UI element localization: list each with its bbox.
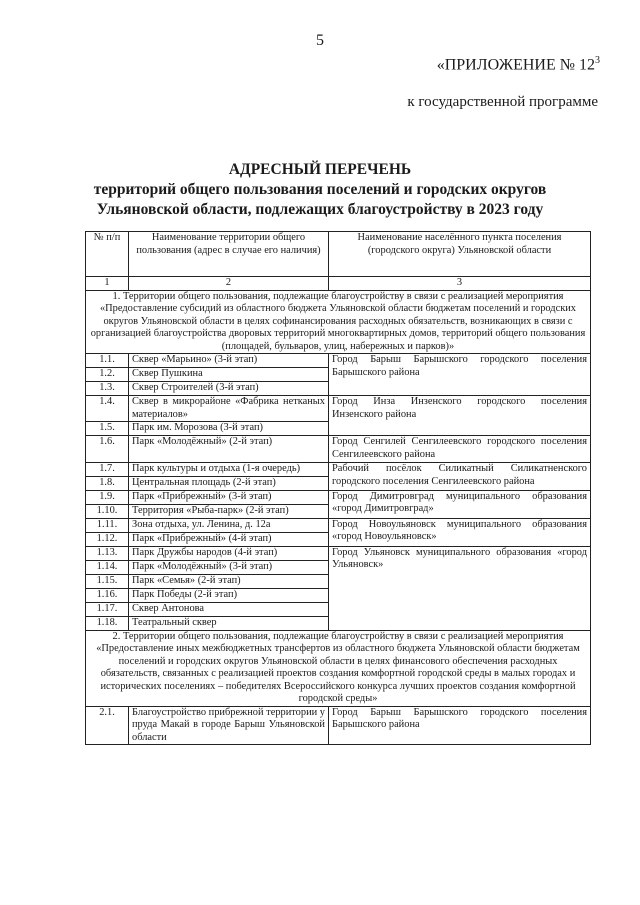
locality-novoulyanovsk: Город Новоульяновск муниципального образования «город Новоульяновск»: [329, 518, 591, 546]
row-number: 1.3.: [86, 382, 129, 396]
locality-ulyanovsk: Город Ульяновск муниципального образования «город Ульяновск»: [329, 546, 591, 630]
title-line-2: территорий общего пользования поселений и городских округов: [93, 181, 547, 198]
row-number: 1.2.: [86, 368, 129, 382]
column-number-row: [86, 277, 591, 291]
row-number: 1.14.: [86, 560, 129, 574]
page-number: 5: [316, 32, 324, 49]
appendix-text: «ПРИЛОЖЕНИЕ № 12: [436, 56, 595, 74]
territory-name: Зона отдыха, ул. Ленина, д. 12а: [129, 518, 329, 532]
appendix-label: [437, 55, 600, 74]
column-number: 3: [329, 277, 591, 291]
table-row: [86, 436, 591, 463]
row-number: 1.16.: [86, 588, 129, 602]
title-line-3: Ульяновской области, подлежащих благоустройству в 2023 году: [96, 201, 544, 218]
locality-dimitrovgrad: Город Димитровград муниципального образования «город Димитровград»: [329, 490, 591, 518]
table-row: [86, 396, 591, 422]
document-title: [0, 160, 640, 220]
row-number: 1.6.: [86, 436, 129, 463]
row-number: 1.9.: [86, 490, 129, 504]
section-1-row: [86, 290, 591, 354]
territory-name: Сквер в микрорайоне «Фабрика нетканых материалов»: [129, 396, 329, 422]
locality-barysh-2: Город Барыш Барышского городского поселения Барышского района: [329, 706, 591, 745]
row-number: 1.18.: [86, 616, 129, 630]
table-row: [86, 706, 591, 745]
column-number: 2: [129, 277, 329, 291]
row-number: 1.4.: [86, 396, 129, 422]
territory-name: Центральная площадь (2-й этап): [129, 476, 329, 490]
section-2-row: [86, 630, 591, 706]
table-row: [86, 463, 591, 477]
row-number: 1.10.: [86, 504, 129, 518]
territory-name: Парк им. Морозова (3-й этап): [129, 422, 329, 436]
territory-name: Парк культуры и отдыха (1-я очередь): [129, 463, 329, 477]
row-number: 1.1.: [86, 354, 129, 368]
section-2-heading: 2. Территории общего пользования, подлежащие благоустройству в связи с реализацией мероприятия «Предоставление иных межбюджетных трансфертов из областного бюджета Ульяновской области бюджетам поселений и городских округов Ульяновской области в целях финансового обеспечения расходных обязательств, связанных с реализацией проектов создания комфортной городской среды в малых городах и исторических поселениях – победителях Всероссийского конкурса лучших проектов создания комфортной городской среды»: [86, 630, 591, 706]
locality-sengiley: Город Сенгилей Сенгилеевского городского поселения Сенгилеевского района: [329, 436, 591, 463]
territory-name: Парк «Прибрежный» (4-й этап): [129, 532, 329, 546]
table-row: [86, 354, 591, 368]
header-locality: Наименование населённого пункта поселения (городского округа) Ульяновской области: [329, 232, 591, 277]
table-row: [86, 546, 591, 560]
header-number: № п/п: [86, 232, 129, 277]
territory-name: Благоустройство прибрежной территории у пруда Макай в городе Барыш Ульяновской области: [129, 706, 329, 745]
territory-name: Парк Дружбы народов (4-й этап): [129, 546, 329, 560]
appendix-superscript: 3: [595, 55, 600, 66]
row-number: 1.7.: [86, 463, 129, 477]
row-number: 1.8.: [86, 476, 129, 490]
table-header-row: [86, 232, 591, 277]
program-reference: к государственной программе: [407, 94, 598, 110]
section-1-heading: 1. Территории общего пользования, подлежащие благоустройству в связи с реализацией мероприятия «Предоставление субсидий из областного бюджета Ульяновской области бюджетам поселений и городских округов Ульяновской области в целях софинансирования расходных обязательств, возникающих в связи с организацией благоустройства дворовых территорий многоквартирных домов, территорий общего пользования (площадей, бульваров, улиц, набережных и парков)»: [86, 290, 591, 354]
territory-name: Сквер «Марьино» (3-й этап): [129, 354, 329, 368]
territory-name: Сквер Строителей (3-й этап): [129, 382, 329, 396]
territory-name: Парк «Молодёжный» (3-й этап): [129, 560, 329, 574]
locality-barysh: Город Барыш Барышского городского поселения Барышского района: [329, 354, 591, 396]
locality-silikatny: Рабочий посёлок Силикатный Силикатненского городского поселения Сенгилеевского района: [329, 463, 591, 491]
territory-name: Территория «Рыба-парк» (2-й этап): [129, 504, 329, 518]
row-number: 1.11.: [86, 518, 129, 532]
table-row: [86, 518, 591, 532]
row-number: 1.5.: [86, 422, 129, 436]
territory-name: Театральный сквер: [129, 616, 329, 630]
row-number: 2.1.: [86, 706, 129, 745]
header-territory: Наименование территории общего пользования (адрес в случае его наличия): [129, 232, 329, 277]
territory-name: Сквер Пушкина: [129, 368, 329, 382]
address-list-table: [85, 231, 591, 745]
table-row: [86, 490, 591, 504]
territory-name: Парк «Молодёжный» (2-й этап): [129, 436, 329, 463]
title-main: АДРЕСНЫЙ ПЕРЕЧЕНЬ: [228, 161, 412, 178]
territory-name: Парк «Семья» (2-й этап): [129, 574, 329, 588]
locality-inza: Город Инза Инзенского городского поселения Инзенского района: [329, 396, 591, 436]
territory-name: Парк Победы (2-й этап): [129, 588, 329, 602]
row-number: 1.13.: [86, 546, 129, 560]
row-number: 1.17.: [86, 602, 129, 616]
territory-name: Парк «Прибрежный» (3-й этап): [129, 490, 329, 504]
territory-name: Сквер Антонова: [129, 602, 329, 616]
column-number: 1: [86, 277, 129, 291]
row-number: 1.12.: [86, 532, 129, 546]
row-number: 1.15.: [86, 574, 129, 588]
